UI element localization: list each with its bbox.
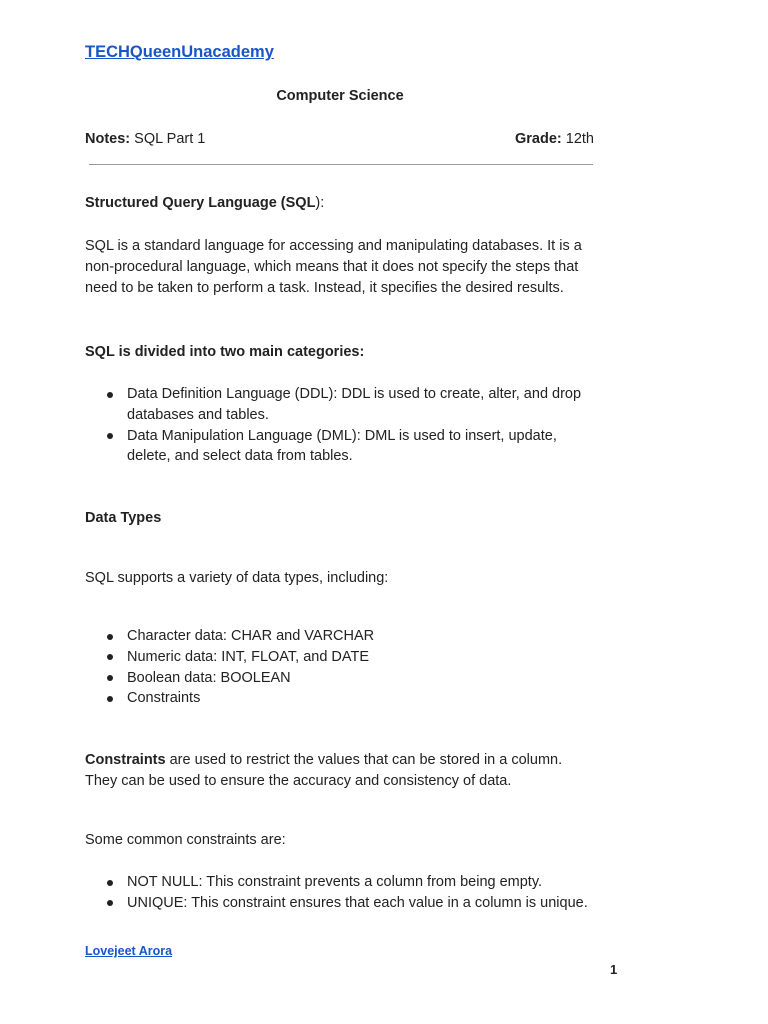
data-types-heading	[85, 508, 595, 529]
list-item-text: UNIQUE: This constraint ensures that each value in a column is unique.	[127, 894, 588, 911]
sql-intro-paragraph: SQL is a standard language for accessing and manipulating databases. It is a non-procedural language, which means that it does not specify the steps that need to be taken to perform a task. Instead, it specifies the desired results.	[85, 238, 582, 296]
common-constraints-intro: Some common constraints are:	[85, 832, 286, 848]
data-types-heading-text: Data Types	[85, 510, 162, 526]
list-item-text: Numeric data: INT, FLOAT, and DATE	[127, 648, 370, 665]
list-item	[85, 626, 595, 647]
constraints-term: Constraints	[85, 752, 166, 768]
grade-label: Grade:	[514, 131, 562, 147]
categories-heading-text: SQL is divided into two main categories:	[85, 344, 365, 360]
list-item	[85, 872, 595, 893]
data-types-intro: SQL supports a variety of data types, including:	[85, 570, 389, 586]
bullet-icon	[107, 675, 113, 681]
bullet-icon	[107, 696, 113, 702]
list-item	[85, 668, 595, 689]
notes-label: Notes:	[85, 131, 131, 147]
grade-value: 12th	[565, 131, 594, 147]
list-item	[85, 426, 595, 468]
sql-heading-tail: ):	[315, 195, 325, 211]
categories-heading	[85, 342, 595, 363]
grade-line	[515, 131, 594, 147]
list-item-text: NOT NULL: This constraint prevents a column from being empty.	[127, 874, 543, 890]
bullet-icon	[107, 392, 113, 398]
constraints-list	[85, 872, 595, 914]
list-item-text: Data Manipulation Language (DML): DML is used to insert, update, delete, and select data from tables.	[127, 427, 557, 465]
data-types-list	[85, 626, 595, 709]
list-item-text: Boolean data: BOOLEAN	[127, 669, 291, 686]
constraints-text: are used to restrict the values that can be stored in a column. They can be used to ensure the accuracy and consistency of data.	[85, 752, 563, 789]
header-divider	[89, 164, 593, 165]
list-item	[85, 688, 595, 709]
brand-link[interactable]: TECHQueenUnacademy	[85, 43, 274, 61]
author-link[interactable]: Lovejeet Arora	[85, 944, 173, 958]
bullet-icon	[107, 880, 113, 886]
sql-heading	[85, 193, 595, 214]
bullet-icon	[107, 900, 113, 906]
list-item	[85, 647, 595, 668]
subject-title: Computer Science	[276, 88, 404, 104]
bullet-icon	[107, 433, 113, 439]
notes-line	[85, 131, 205, 147]
list-item-text: Constraints	[127, 690, 201, 707]
list-item-text: Data Definition Language (DDL): DDL is used to create, alter, and drop databases and tables.	[127, 386, 582, 423]
list-item-text: Character data: CHAR and VARCHAR	[127, 628, 375, 644]
constraints-paragraph	[85, 750, 595, 792]
sql-heading-bold: Structured Query Language (SQL	[85, 195, 316, 211]
page-number: 1	[610, 962, 618, 977]
bullet-icon	[107, 634, 113, 640]
categories-list	[85, 384, 595, 467]
bullet-icon	[107, 654, 113, 660]
notes-value: SQL Part 1	[134, 131, 206, 147]
list-item	[85, 384, 595, 426]
list-item	[85, 893, 595, 914]
